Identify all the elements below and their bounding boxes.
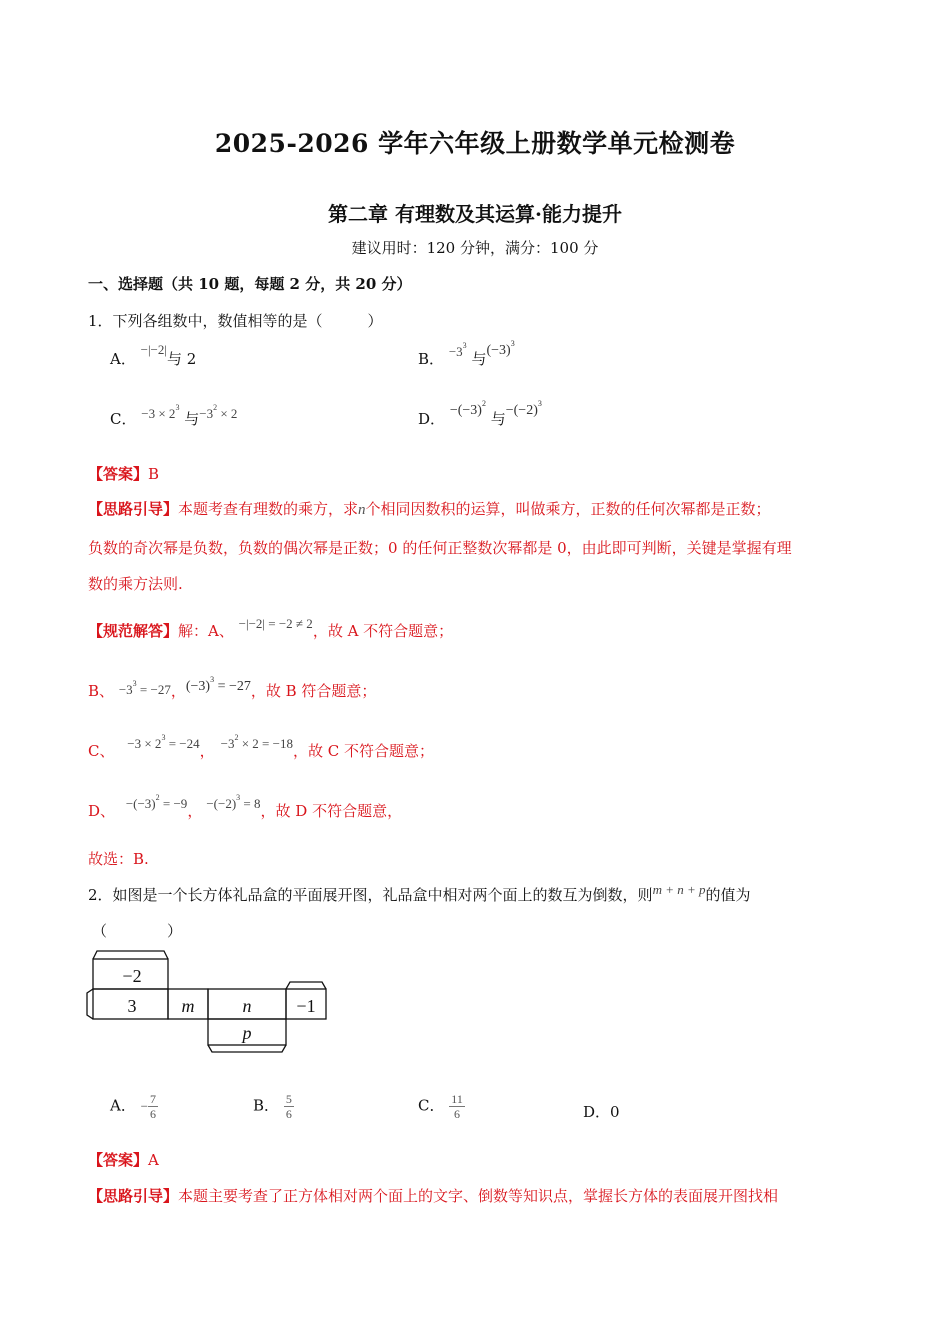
option-text: 0 — [610, 1103, 620, 1121]
solution-text: ，故 A 不符合题意； — [312, 622, 454, 640]
option-text: 与 2 — [167, 350, 197, 368]
exponent: 3 — [236, 793, 241, 802]
math-expression: (−3) — [486, 343, 511, 358]
option-label: C． — [418, 1096, 445, 1115]
solution-text: ， — [199, 742, 215, 760]
q2-option-a — [110, 1092, 158, 1121]
solution-text: 解：A、 — [178, 622, 234, 640]
q1-solution-c — [88, 733, 434, 761]
math-expression: −(−3) — [449, 403, 482, 418]
q1-hint-line-3: 数的乘方法则. — [88, 575, 183, 593]
math-expression: −3 — [220, 736, 235, 751]
solution-tag: 【规范解答】 — [88, 622, 179, 640]
section-heading: 一、选择题（共 10 题，每题 2 分，共 20 分） — [88, 275, 412, 293]
q1-solution-b — [88, 675, 377, 701]
q1-hint-line-1 — [88, 498, 771, 519]
math-variable: n — [358, 502, 366, 518]
q1-final: 故选：B. — [88, 850, 149, 868]
exponent: 3 — [210, 675, 215, 684]
denominator: 6 — [454, 1107, 461, 1121]
q2-stem — [88, 884, 751, 905]
q1-stem: 1．下列各组数中，数值相等的是（ ） — [88, 312, 383, 330]
math-expression: = −9 — [159, 796, 188, 811]
q2-answer-paren: （ ） — [92, 922, 183, 940]
net-flap — [87, 989, 93, 1019]
net-flap — [93, 951, 168, 959]
option-text: 与 — [490, 410, 506, 428]
denominator: 6 — [149, 1107, 156, 1121]
exponent: 2 — [155, 793, 160, 802]
solution-text: ，故 C 不符合题意； — [292, 742, 434, 760]
option-text: 与 — [184, 410, 200, 428]
numerator: 11 — [451, 1092, 463, 1106]
exponent: 2 — [213, 403, 218, 412]
stem-text: 2．如图是一个长方体礼品盒的平面展开图，礼品盒中相对两个面上的数互为倒数，则 — [88, 886, 653, 904]
net-label-right: −1 — [296, 996, 316, 1016]
net-label-top: −2 — [122, 966, 142, 986]
q1-answer — [88, 463, 159, 484]
math-expression: = 8 — [240, 796, 261, 811]
solution-text: ， — [170, 682, 186, 700]
math-expression: = −27 — [136, 682, 171, 697]
math-expression: −(−2) — [206, 796, 237, 811]
page-title: 2025-2026 学年六年级上册数学单元检测卷 — [214, 129, 736, 158]
q1-solution-d — [88, 793, 403, 821]
math-expression: −3 — [448, 344, 463, 359]
q1-option-b — [418, 339, 515, 369]
net-flap — [208, 1045, 286, 1052]
solution-text: C、 — [88, 742, 115, 760]
exponent: 3 — [510, 339, 515, 348]
numerator: 5 — [285, 1092, 292, 1106]
q2-answer — [88, 1149, 159, 1170]
math-expression: −3 — [118, 682, 133, 697]
chapter-subtitle: 第二章 有理数及其运算·能力提升 — [328, 202, 622, 226]
option-label: A． — [110, 350, 136, 368]
solution-text: D、 — [88, 802, 116, 820]
answer-tag: 【答案】 — [88, 465, 149, 483]
math-expression: −3 × 2 — [127, 736, 162, 751]
hint-text: 个相同因数积的运算，叫做乘方，正数的任何次幂都是正数； — [365, 500, 771, 518]
numerator: 7 — [149, 1092, 156, 1106]
solution-text: ， — [187, 802, 203, 820]
option-label: A． — [110, 1096, 136, 1115]
exponent: 3 — [132, 679, 137, 688]
option-label: D． — [418, 410, 446, 428]
fraction — [148, 1092, 158, 1121]
math-expression: m + n + p — [652, 882, 706, 897]
solution-text: ，故 B 符合题意； — [250, 682, 377, 700]
math-expression: −|−2| — [140, 342, 167, 357]
solution-text: B、 — [88, 682, 115, 700]
hint-tag: 【思路引导】 — [88, 1187, 179, 1205]
q2-option-b — [253, 1092, 294, 1121]
q1-option-a — [110, 342, 197, 369]
answer-value: B — [148, 465, 160, 483]
q2-option-d — [583, 1101, 620, 1122]
math-expression: = −24 — [165, 736, 200, 751]
net-label-left: 3 — [127, 996, 137, 1016]
net-label-n: n — [242, 996, 252, 1016]
q1-hint-line-2: 负数的奇次幂是负数，负数的偶次幂是正数；0 的任何正整数次幂都是 0，由此即可判断，关键是掌握有理 — [88, 539, 792, 557]
denominator: 6 — [285, 1107, 292, 1121]
q1-option-d — [418, 399, 542, 429]
exponent: 3 — [161, 733, 166, 742]
math-expression: −(−2) — [505, 403, 538, 418]
math-expression: = −27 — [214, 679, 251, 694]
hint-tag: 【思路引导】 — [88, 500, 179, 518]
q1-solution-a — [88, 616, 454, 641]
net-label-bottom: p — [242, 1023, 252, 1043]
math-expression: × 2 — [217, 406, 238, 421]
net-flap — [286, 982, 326, 989]
math-expression: −3 — [199, 406, 214, 421]
net-label-m: m — [181, 996, 195, 1016]
solution-text: ，故 D 不符合题意， — [260, 802, 403, 820]
option-label: C． — [110, 410, 137, 428]
math-expression: −3 × 2 — [141, 406, 176, 421]
q2-option-c — [418, 1092, 465, 1121]
box-net-diagram — [86, 946, 331, 1056]
math-expression: × 2 = −18 — [238, 736, 293, 751]
time-note: 建议用时：120 分钟，满分：100 分 — [351, 239, 599, 257]
fraction — [449, 1092, 465, 1121]
option-label: B． — [253, 1096, 280, 1115]
hint-text: 本题主要考查了正方体相对两个面上的文字、倒数等知识点，掌握长方体的表面展开图找相 — [178, 1187, 779, 1205]
exponent: 2 — [234, 733, 239, 742]
q1-option-c — [110, 403, 238, 429]
option-label: D． — [583, 1103, 611, 1121]
hint-text: 本题考查有理数的乘方，求 — [178, 500, 359, 518]
stem-text: 的值为 — [705, 886, 751, 904]
exponent: 3 — [462, 341, 467, 350]
math-expression: −(−3) — [125, 796, 156, 811]
exponent: 2 — [481, 399, 486, 408]
option-text: 与 — [471, 350, 487, 368]
math-expression: −|−2| = −2 ≠ 2 — [238, 616, 313, 631]
math-expression: (−3) — [185, 679, 211, 694]
exponent: 3 — [537, 399, 542, 408]
answer-value: A — [148, 1151, 159, 1169]
option-label: B． — [418, 350, 445, 368]
minus-sign: − — [140, 1098, 148, 1114]
answer-tag: 【答案】 — [88, 1151, 149, 1169]
exponent: 3 — [175, 403, 180, 412]
fraction — [284, 1092, 294, 1121]
q2-hint-line-1 — [88, 1185, 778, 1206]
